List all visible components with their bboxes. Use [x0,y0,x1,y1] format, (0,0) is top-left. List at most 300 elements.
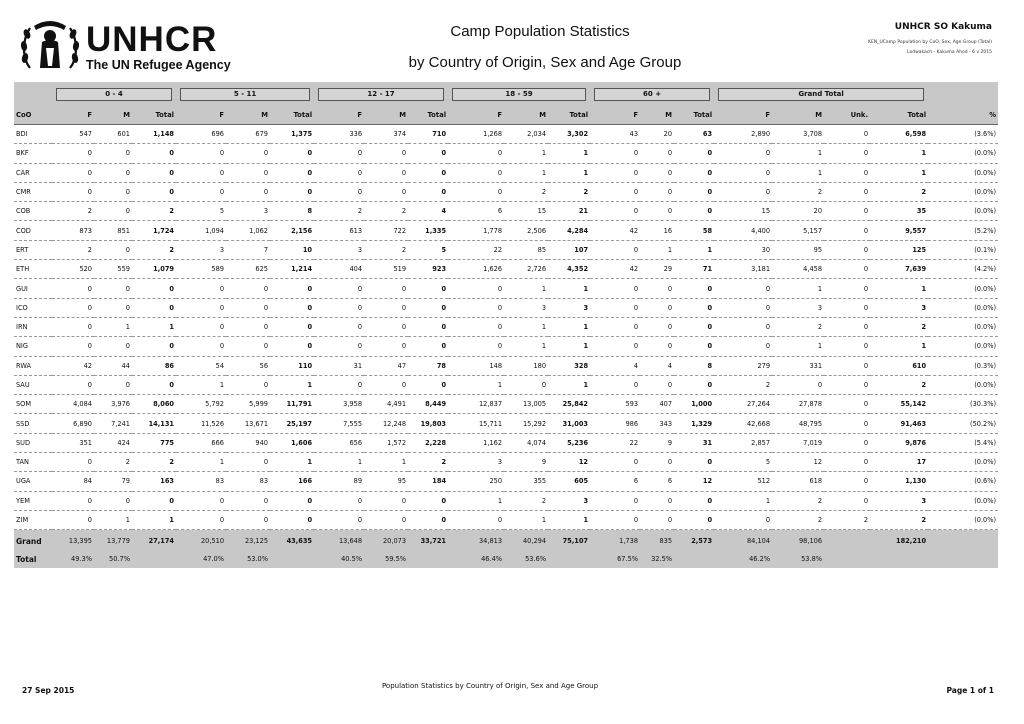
table-cell: 404 [314,260,364,279]
table-cell: 27,878 [772,395,824,414]
table-row [14,510,998,529]
table-cell: 2 [52,202,94,221]
col-total: Total [870,106,928,125]
table-cell: 3,976 [94,395,132,414]
table-cell: 0 [176,510,226,529]
table-cell: 5,999 [226,395,270,414]
table-cell: 0 [132,375,176,394]
col-f: F [448,106,504,125]
col-m: M [640,106,674,125]
country-code: COB [14,202,52,221]
grand-total-pct: 53.6% [504,550,548,568]
table-cell: 0 [824,182,870,201]
table-cell: 14,131 [132,414,176,433]
table-cell: (0.0%) [928,279,998,298]
table-cell: 2,506 [504,221,548,240]
grand-total-value: 98,106 [772,530,824,551]
table-cell: 0 [176,491,226,510]
table-cell: 0 [226,491,270,510]
table-cell: 1,214 [270,260,314,279]
table-cell: 0 [314,279,364,298]
table-cell: 0 [270,510,314,529]
table-cell: (3.6%) [928,125,998,144]
table-cell: 0 [590,375,640,394]
table-cell: 3,708 [772,125,824,144]
table-cell: 6,598 [870,125,928,144]
table-cell: 3 [504,298,548,317]
table-cell: 22 [448,240,504,259]
table-cell: 593 [590,395,640,414]
table-row [14,221,998,240]
table-cell: 0 [674,182,714,201]
table-cell: 5,236 [548,433,590,452]
table-cell: 0 [408,510,448,529]
col-f: F [714,106,772,125]
table-cell: 0 [714,510,772,529]
table-cell: 0 [52,298,94,317]
table-cell: 1 [548,317,590,336]
table-cell: 4,074 [504,433,548,452]
table-cell: 0 [448,279,504,298]
table-cell: 1,606 [270,433,314,452]
table-cell: 1 [772,163,824,182]
grand-total-row [14,530,998,551]
table-cell: 0 [590,453,640,472]
table-cell: 1 [772,279,824,298]
table-cell: 2 [870,182,928,201]
grand-total-pct [270,550,314,568]
table-cell: (0.3%) [928,356,998,375]
table-cell: 1 [772,337,824,356]
table-cell: 3 [226,202,270,221]
table-cell: 0 [94,240,132,259]
col-f: F [314,106,364,125]
table-cell: 42 [590,221,640,240]
country-code: SUD [14,433,52,452]
table-cell: 679 [226,125,270,144]
table-cell: 0 [226,337,270,356]
table-cell: 0 [590,337,640,356]
table-cell: 0 [824,163,870,182]
table-cell: 0 [714,163,772,182]
table-cell: 0 [590,163,640,182]
grand-total-value [928,530,998,551]
table-cell: 2 [132,240,176,259]
table-cell: 71 [674,260,714,279]
table-cell: 1,079 [132,260,176,279]
table-cell: 0 [674,163,714,182]
table-cell: 42,668 [714,414,772,433]
table-cell: 0 [714,317,772,336]
table-row [14,298,998,317]
table-cell: 91,463 [870,414,928,433]
table-cell: 2 [772,510,824,529]
table-cell: 1,094 [176,221,226,240]
report-code: KEN_UCamp Population by CoO, Sex, Age Group (Total) [868,40,992,45]
table-cell: 86 [132,356,176,375]
table-cell: 351 [52,433,94,452]
table-cell: 0 [408,182,448,201]
table-cell: 0 [270,163,314,182]
age-group-grand-total: Grand Total [718,88,924,101]
table-cell: 79 [94,472,132,491]
table-cell: 0 [590,202,640,221]
table-cell: 1 [674,240,714,259]
table-cell: 2 [408,453,448,472]
table-cell: 7,555 [314,414,364,433]
table-cell: 2 [314,202,364,221]
col-unk: Unk. [824,106,870,125]
country-code: YEM [14,491,52,510]
table-cell: 0 [590,182,640,201]
table-cell: 2 [824,510,870,529]
table-cell: 519 [364,260,408,279]
table-cell: 3 [870,298,928,317]
table-cell: 0 [714,279,772,298]
table-cell: 21 [548,202,590,221]
table-cell: 0 [94,182,132,201]
table-cell: (50.2%) [928,414,998,433]
table-cell: 1 [548,144,590,163]
table-cell: 0 [408,375,448,394]
table-cell: 15,292 [504,414,548,433]
table-cell: (0.0%) [928,510,998,529]
table-cell: (0.0%) [928,375,998,394]
table-cell: 0 [824,317,870,336]
country-code: CMR [14,182,52,201]
table-cell: 2 [52,240,94,259]
statistics-table [14,82,998,568]
table-cell: 0 [94,144,132,163]
table-cell: 4,352 [548,260,590,279]
table-cell: 84 [52,472,94,491]
country-code: RWA [14,356,52,375]
table-cell: 13,671 [226,414,270,433]
table-cell: 13,005 [504,395,548,414]
table-row [14,125,998,144]
age-group-5-11: 5 - 11 [180,88,310,101]
table-cell: 16 [640,221,674,240]
table-cell: 1,000 [674,395,714,414]
table-cell: 7,241 [94,414,132,433]
table-cell: 0 [176,144,226,163]
age-group-12-17: 12 - 17 [318,88,444,101]
table-cell: (0.0%) [928,491,998,510]
grand-total-value: 13,395 [52,530,94,551]
age-group-header-row [14,82,998,106]
table-cell: 2 [504,491,548,510]
table-cell: 4 [640,356,674,375]
table-cell: 0 [52,163,94,182]
table-cell: 3 [772,298,824,317]
table-cell: 613 [314,221,364,240]
grand-total-value: 835 [640,530,674,551]
table-cell: 0 [714,144,772,163]
report-title: Camp Population Statistics [450,23,630,40]
table-cell: 2,156 [270,221,314,240]
table-cell: 3 [548,491,590,510]
table-cell: 25,842 [548,395,590,414]
grand-total-pct [548,550,590,568]
logo-tagline: The UN Refugee Agency [86,58,231,73]
table-cell: 4,458 [772,260,824,279]
table-cell: 89 [314,472,364,491]
grand-total-pct: 32.5% [640,550,674,568]
table-cell: 605 [548,472,590,491]
table-cell: 0 [364,279,408,298]
table-cell: 5,157 [772,221,824,240]
table-cell: 0 [52,279,94,298]
table-cell: 0 [364,317,408,336]
table-cell: 0 [504,375,548,394]
table-cell: 11,526 [176,414,226,433]
table-cell: 0 [132,144,176,163]
col-total: Total [132,106,176,125]
grand-total-pct: 53.8% [772,550,824,568]
table-cell: 15 [714,202,772,221]
table-cell: 0 [226,182,270,201]
table-cell: 1 [448,375,504,394]
table-cell: 0 [314,163,364,182]
table-cell: 0 [364,163,408,182]
country-code: SSD [14,414,52,433]
table-cell: 0 [590,279,640,298]
table-cell: 58 [674,221,714,240]
table-cell: 7,639 [870,260,928,279]
table-cell: 666 [176,433,226,452]
grand-total-pct: 49.3% [52,550,94,568]
table-cell: 148 [448,356,504,375]
table-row [14,202,998,221]
table-cell: 0 [824,491,870,510]
table-cell: 1 [870,144,928,163]
table-cell: 1,162 [448,433,504,452]
table-cell: 0 [640,337,674,356]
table-cell: 0 [270,491,314,510]
table-cell: 12,248 [364,414,408,433]
table-cell: 0 [226,144,270,163]
table-cell: 775 [132,433,176,452]
table-cell: 2,034 [504,125,548,144]
table-cell: 8 [270,202,314,221]
grand-total-pct [824,550,870,568]
table-cell: 2 [94,453,132,472]
table-row [14,472,998,491]
col-m: M [772,106,824,125]
table-cell: 1 [364,453,408,472]
table-cell: 0 [640,453,674,472]
table-cell: 56 [226,356,270,375]
table-cell: 5 [408,240,448,259]
table-cell: 1 [132,510,176,529]
table-cell: 0 [94,279,132,298]
table-cell: 0 [448,317,504,336]
report-location: Lodwakach - Kakuma Ahod - 6 v 2015 [907,50,992,55]
table-cell: 1 [270,375,314,394]
table-cell: 20 [640,125,674,144]
col-pct: % [928,106,998,125]
table-cell: 0 [408,298,448,317]
table-cell: 0 [176,279,226,298]
table-cell: 2,890 [714,125,772,144]
table-cell: 0 [408,163,448,182]
table-cell: 0 [674,510,714,529]
table-cell: 559 [94,260,132,279]
grand-total-value: 182,210 [870,530,928,551]
table-cell: 0 [824,433,870,452]
table-row [14,240,998,259]
table-cell: 0 [132,182,176,201]
table-cell: 589 [176,260,226,279]
table-cell: (0.0%) [928,337,998,356]
table-cell: 1 [94,317,132,336]
table-cell: 0 [94,337,132,356]
table-cell: 7 [226,240,270,259]
country-code: CAR [14,163,52,182]
table-cell: 331 [772,356,824,375]
col-m: M [364,106,408,125]
table-cell: 547 [52,125,94,144]
table-cell: 0 [590,510,640,529]
table-cell: 0 [52,510,94,529]
table-cell: (30.3%) [928,395,998,414]
table-cell: 2 [772,182,824,201]
table-cell: 873 [52,221,94,240]
table-cell: 0 [132,298,176,317]
table-cell: 328 [548,356,590,375]
country-code: BKF [14,144,52,163]
table-cell: 9 [504,453,548,472]
table-cell: 986 [590,414,640,433]
table-cell: 1 [548,163,590,182]
table-row [14,453,998,472]
table-cell: 0 [824,298,870,317]
country-code: ERT [14,240,52,259]
grand-total-pct: 47.0% [176,550,226,568]
table-cell: 83 [226,472,270,491]
col-m: M [504,106,548,125]
table-cell: 1 [640,240,674,259]
column-header-row [14,106,998,125]
table-cell: 2 [772,317,824,336]
grand-total-value: 27,174 [132,530,176,551]
table-cell: 1 [504,163,548,182]
table-cell: 78 [408,356,448,375]
grand-total-label-2: Total [14,550,52,568]
table-cell: 0 [270,279,314,298]
grand-total-pct: 50.7% [94,550,132,568]
table-cell: 0 [824,240,870,259]
table-cell: 3 [870,491,928,510]
table-cell: 1 [548,510,590,529]
table-cell: 2,726 [504,260,548,279]
table-cell: 0 [226,453,270,472]
grand-total-value: 75,107 [548,530,590,551]
table-row [14,375,998,394]
table-cell: 0 [824,337,870,356]
table-cell: 55,142 [870,395,928,414]
table-cell: 54 [176,356,226,375]
table-row [14,260,998,279]
grand-total-pct: 67.5% [590,550,640,568]
table-cell: (0.0%) [928,298,998,317]
table-cell: 1 [132,317,176,336]
table-cell: 1,572 [364,433,408,452]
table-cell: 0 [52,491,94,510]
table-cell: 30 [714,240,772,259]
table-cell: 3,958 [314,395,364,414]
table-cell: (5.2%) [928,221,998,240]
table-cell: 610 [870,356,928,375]
grand-total-value: 40,294 [504,530,548,551]
table-body [14,125,998,530]
grand-total-pct [408,550,448,568]
table-cell: 0 [590,298,640,317]
col-f: F [52,106,94,125]
table-cell: 3,302 [548,125,590,144]
table-cell: 1,130 [870,472,928,491]
country-code: COD [14,221,52,240]
table-cell: 63 [674,125,714,144]
table-cell: 0 [314,375,364,394]
unhcr-logo [18,18,231,76]
logo-wordmark: UNHCR [86,20,218,60]
grand-total-pct-row [14,550,998,568]
table-cell: 0 [132,279,176,298]
table-cell: 1,626 [448,260,504,279]
table-cell: 2 [870,375,928,394]
grand-total-value: 23,125 [226,530,270,551]
table-cell: 0 [824,125,870,144]
col-f: F [590,106,640,125]
table-row [14,337,998,356]
table-cell: 83 [176,472,226,491]
table-cell: 6,890 [52,414,94,433]
table-cell: (5.4%) [928,433,998,452]
table-cell: 0 [640,144,674,163]
table-cell: 95 [772,240,824,259]
table-cell: 0 [270,317,314,336]
grand-total-pct: 59.5% [364,550,408,568]
table-cell: 0 [674,337,714,356]
table-cell: 22 [590,433,640,452]
table-cell: 336 [314,125,364,144]
table-cell: 1,375 [270,125,314,144]
table-cell: 0 [94,491,132,510]
table-cell: 12 [674,472,714,491]
grand-total-pct [674,550,714,568]
table-cell: 2 [132,453,176,472]
table-cell: 42 [590,260,640,279]
table-row [14,182,998,201]
table-cell: 250 [448,472,504,491]
table-cell: 1 [504,317,548,336]
grand-total-value: 20,073 [364,530,408,551]
col-total: Total [674,106,714,125]
country-code: GUI [14,279,52,298]
table-cell: 851 [94,221,132,240]
print-date: 27 Sep 2015 [22,686,75,695]
table-cell: 4 [590,356,640,375]
table-cell: 0 [824,395,870,414]
table-cell: 0 [714,337,772,356]
table-cell: 0 [226,298,270,317]
table-cell: 15 [504,202,548,221]
table-cell: 0 [674,202,714,221]
table-cell: 43 [590,125,640,144]
table-cell: (0.0%) [928,202,998,221]
country-code: IRN [14,317,52,336]
